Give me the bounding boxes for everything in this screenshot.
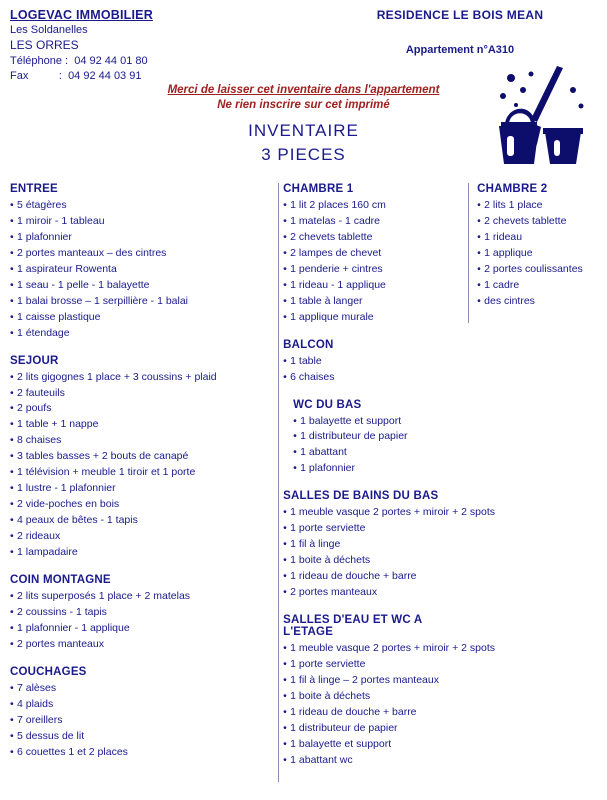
- list-item: [283, 246, 468, 262]
- title-line-2: 3 PIECES: [261, 145, 346, 164]
- list-item: [283, 673, 468, 689]
- list-item: [477, 214, 597, 230]
- bullet-icon: •: [10, 621, 14, 634]
- bullet-icon: •: [283, 586, 287, 599]
- list-item: [283, 657, 468, 673]
- bullet-icon: •: [10, 729, 14, 742]
- list-item: [283, 753, 468, 769]
- section-title: CHAMBRE 1: [283, 183, 354, 195]
- list-item-label: 1 penderie + cintres: [290, 262, 383, 275]
- list-item-label: 1 plafonnier - 1 applique: [17, 621, 130, 634]
- column-left: [10, 183, 278, 774]
- column-right: [468, 183, 597, 323]
- list-item-label: 1 aspirateur Rowenta: [17, 262, 117, 275]
- list-item-label: 1 miroir - 1 tableau: [17, 214, 105, 227]
- bullet-icon: •: [293, 430, 297, 443]
- list-item: [283, 585, 468, 601]
- list-item: [10, 294, 272, 310]
- bullet-icon: •: [10, 482, 14, 495]
- list-item-label: 2 poufs: [17, 402, 52, 415]
- bullet-icon: •: [283, 262, 287, 275]
- list-item: [283, 505, 495, 521]
- bullet-icon: •: [477, 230, 481, 243]
- list-item-label: 1 applique murale: [290, 310, 374, 323]
- bullet-icon: •: [10, 310, 14, 323]
- cleaning-bucket-broom-icon: [485, 60, 595, 170]
- list-item: [10, 278, 272, 294]
- agency-fax: Fax : 04 92 44 03 91: [10, 70, 142, 82]
- list-item-label: 1 boite à déchets: [290, 554, 371, 567]
- list-item-label: des cintres: [484, 294, 535, 307]
- list-item: [10, 262, 272, 278]
- list-item-label: 4 plaids: [17, 697, 54, 710]
- bullet-icon: •: [283, 310, 287, 323]
- list-item: [10, 621, 272, 637]
- list-item-label: 1 rideau: [484, 230, 523, 243]
- list-item: [293, 445, 468, 461]
- list-item: [10, 246, 272, 262]
- section-title: COUCHAGES: [10, 665, 87, 678]
- list-item: [283, 278, 468, 294]
- agency-block: [10, 8, 310, 82]
- list-item-label: 1 rideau - 1 applique: [290, 278, 386, 291]
- list-item-label: 1 abattant wc: [290, 753, 353, 766]
- list-item-label: 1 porte serviette: [290, 522, 366, 535]
- bullet-icon: •: [10, 326, 14, 339]
- list-item-label: 1 balayette et support: [300, 414, 402, 427]
- list-item: [283, 705, 468, 721]
- section-title: COIN MONTAGNE: [10, 574, 111, 587]
- bullet-icon: •: [283, 689, 287, 702]
- list-item-label: 1 rideau de douche + barre: [290, 570, 417, 583]
- bullet-icon: •: [10, 262, 14, 275]
- inventory-section: [10, 666, 272, 761]
- inventory-section: [10, 183, 272, 342]
- list-item-label: 1 lustre - 1 plafonnier: [17, 482, 116, 495]
- list-item-label: 2 portes coulissantes: [484, 262, 583, 275]
- bullet-icon: •: [283, 199, 287, 211]
- section-title: SALLES DE BAINS DU BAS: [283, 490, 439, 503]
- list-item: [10, 637, 272, 653]
- list-item: [283, 214, 468, 230]
- list-item: [477, 278, 597, 294]
- list-item: [10, 401, 272, 417]
- inventory-section: [283, 339, 468, 386]
- list-item-label: 1 plafonnier: [300, 462, 356, 475]
- list-item-label: 2 coussins - 1 tapis: [17, 605, 107, 618]
- list-item-label: 1 plafonnier: [17, 230, 72, 243]
- bullet-icon: •: [283, 753, 287, 766]
- bullet-icon: •: [10, 230, 14, 243]
- agency-address-line-1: Les Soldanelles: [10, 24, 88, 36]
- list-item: [283, 537, 468, 553]
- list-item: [10, 198, 272, 214]
- list-item-label: 1 table: [290, 354, 322, 367]
- bullet-icon: •: [10, 386, 14, 399]
- inventory-section: [283, 399, 468, 478]
- agency-name: LOGEVAC IMMOBILIER: [10, 8, 153, 22]
- list-item: [10, 230, 272, 246]
- list-item: [283, 641, 495, 657]
- bullet-icon: •: [293, 446, 297, 459]
- section-title: SEJOUR: [10, 354, 59, 367]
- section-title: WC DU BAS: [293, 398, 362, 411]
- list-item-label: 1 lampadaire: [17, 546, 78, 559]
- list-item-label: 1 cadre: [484, 278, 520, 291]
- bullet-icon: •: [10, 546, 14, 559]
- section-title: ENTREE: [10, 183, 58, 195]
- list-item-label: 1 lit 2 places 160 cm: [290, 199, 386, 211]
- list-item-label: 5 étagères: [17, 199, 67, 211]
- apartment-number: Appartement n°A310: [405, 44, 515, 56]
- bullet-icon: •: [283, 522, 287, 535]
- list-item: [283, 310, 468, 326]
- list-item-label: 2 fauteuils: [17, 386, 65, 399]
- agency-address-line-2: LES ORRES: [10, 38, 79, 52]
- title-line-1: INVENTAIRE: [248, 121, 359, 140]
- bullet-icon: •: [283, 538, 287, 551]
- bullet-icon: •: [283, 294, 287, 307]
- bullet-icon: •: [283, 230, 287, 243]
- residence-name: RESIDENCE LE BOIS MEAN: [376, 8, 544, 22]
- bullet-icon: •: [283, 278, 287, 291]
- bullet-icon: •: [10, 418, 14, 431]
- bullet-icon: •: [10, 498, 14, 511]
- list-item: [10, 386, 272, 402]
- bullet-icon: •: [10, 605, 14, 618]
- bullet-icon: •: [10, 637, 14, 650]
- bullet-icon: •: [10, 514, 14, 527]
- section-title: CHAMBRE 2: [477, 183, 548, 195]
- bullet-icon: •: [283, 246, 287, 259]
- list-item: [10, 326, 272, 342]
- list-item: [10, 713, 272, 729]
- list-item-label: 1 rideau de douche + barre: [290, 705, 417, 718]
- list-item: [10, 465, 272, 481]
- bullet-icon: •: [10, 402, 14, 415]
- column-middle: [278, 183, 495, 782]
- list-item-label: 2 portes manteaux: [290, 586, 378, 599]
- list-item-label: 2 chevets tablette: [484, 214, 567, 227]
- list-item: [293, 429, 468, 445]
- section-title: BALCON: [283, 338, 334, 351]
- bullet-icon: •: [10, 246, 14, 259]
- list-item-label: 1 meuble vasque 2 portes + miroir + 2 spots: [290, 642, 495, 655]
- bullet-icon: •: [10, 681, 14, 694]
- inventory-section: [477, 183, 597, 310]
- bullet-icon: •: [283, 705, 287, 718]
- list-item-label: 2 rideaux: [17, 530, 61, 543]
- list-item-label: 1 abattant: [300, 446, 347, 459]
- bullet-icon: •: [477, 262, 481, 275]
- bullet-icon: •: [283, 554, 287, 567]
- notice-line-1: Merci de laisser cet inventaire dans l'appartement: [167, 84, 440, 96]
- list-item: [10, 481, 272, 497]
- list-item: [283, 294, 468, 310]
- bullet-icon: •: [293, 414, 297, 427]
- list-item: [10, 605, 272, 621]
- list-item-label: 2 lits gigognes 1 place + 3 coussins + plaid: [17, 370, 217, 383]
- section-title: SALLES D'EAU ET WC A L'ETAGE: [283, 614, 422, 639]
- inventory-section: [283, 614, 495, 769]
- list-item-label: 1 fil à linge – 2 portes manteaux: [290, 673, 439, 686]
- bullet-icon: •: [10, 199, 14, 211]
- list-item-label: 7 oreillers: [17, 713, 63, 726]
- list-item-label: 2 lits 1 place: [484, 199, 543, 211]
- list-item: [10, 589, 272, 605]
- list-item: [477, 246, 597, 262]
- list-item-label: 1 balayette et support: [290, 737, 392, 750]
- bullet-icon: •: [10, 370, 14, 383]
- list-item: [10, 497, 272, 513]
- list-item: [293, 414, 468, 430]
- list-item: [283, 689, 468, 705]
- inventory-section: [283, 183, 468, 326]
- bullet-icon: •: [283, 737, 287, 750]
- bullet-icon: •: [477, 278, 481, 291]
- list-item: [283, 230, 468, 246]
- bullet-icon: •: [10, 214, 14, 227]
- list-item: [283, 262, 468, 278]
- list-item-label: 1 porte serviette: [290, 658, 366, 671]
- list-item-label: 4 peaux de bêtes - 1 tapis: [17, 514, 138, 527]
- bullet-icon: •: [283, 214, 287, 227]
- bullet-icon: •: [10, 590, 14, 603]
- list-item: [10, 449, 272, 465]
- list-item-label: 1 table + 1 nappe: [17, 418, 99, 431]
- list-item-label: 5 dessus de lit: [17, 729, 85, 742]
- bullet-icon: •: [10, 434, 14, 447]
- bullet-icon: •: [283, 642, 287, 655]
- bullet-icon: •: [283, 721, 287, 734]
- bullet-icon: •: [10, 278, 14, 291]
- list-item: [10, 745, 272, 761]
- list-item: [10, 697, 272, 713]
- list-item-label: 1 boite à déchets: [290, 689, 371, 702]
- list-item: [477, 294, 597, 310]
- bullet-icon: •: [10, 530, 14, 543]
- list-item-label: 2 portes manteaux – des cintres: [17, 246, 167, 259]
- list-item: [283, 521, 468, 537]
- list-item-label: 1 seau - 1 pelle - 1 balayette: [17, 278, 150, 291]
- list-item: [283, 721, 468, 737]
- bullet-icon: •: [283, 354, 287, 367]
- list-item: [10, 513, 272, 529]
- list-item: [477, 262, 597, 278]
- list-item-label: 1 distributeur de papier: [290, 721, 398, 734]
- list-item: [283, 737, 468, 753]
- residence-block: [310, 8, 607, 56]
- list-item-label: 2 vide-poches en bois: [17, 498, 120, 511]
- bullet-icon: •: [10, 294, 14, 307]
- bullet-icon: •: [477, 214, 481, 227]
- list-item-label: 7 alèses: [17, 681, 57, 694]
- list-item: [477, 198, 597, 214]
- bullet-icon: •: [10, 466, 14, 479]
- list-item: [10, 417, 272, 433]
- inventory-section: [10, 355, 272, 561]
- list-item-label: 8 chaises: [17, 434, 62, 447]
- inventory-columns: [10, 183, 597, 782]
- bullet-icon: •: [10, 697, 14, 710]
- list-item: [10, 729, 272, 745]
- list-item: [477, 230, 597, 246]
- list-item-label: 1 balai brosse – 1 serpillière - 1 balai: [17, 294, 189, 307]
- notice-line-2: Ne rien inscrire sur cet imprimé: [217, 99, 390, 111]
- bullet-icon: •: [283, 673, 287, 686]
- bullet-icon: •: [10, 450, 14, 463]
- list-item: [10, 545, 272, 561]
- list-item-label: 6 chaises: [290, 370, 335, 383]
- list-item-label: 1 télévision + meuble 1 tiroir et 1 porte: [17, 466, 196, 479]
- bullet-icon: •: [477, 246, 481, 259]
- list-item-label: 1 meuble vasque 2 portes + miroir + 2 spots: [290, 506, 495, 519]
- list-item: [10, 370, 272, 386]
- inventory-section: [283, 490, 495, 601]
- agency-phone: Téléphone : 04 92 44 01 80: [10, 55, 148, 67]
- list-item-label: 6 couettes 1 et 2 places: [17, 745, 128, 758]
- list-item: [293, 461, 468, 477]
- inventory-section: [10, 574, 272, 653]
- list-item-label: 2 lampes de chevet: [290, 246, 382, 259]
- list-item-label: 2 chevets tablette: [290, 230, 373, 243]
- bullet-icon: •: [283, 506, 287, 519]
- list-item-label: 1 étendage: [17, 326, 70, 339]
- list-item-label: 2 lits superposés 1 place + 2 matelas: [17, 590, 191, 603]
- bullet-icon: •: [477, 294, 481, 307]
- bullet-icon: •: [283, 658, 287, 671]
- bullet-icon: •: [283, 570, 287, 583]
- list-item-label: 1 table à langer: [290, 294, 363, 307]
- list-item: [10, 214, 272, 230]
- list-item: [10, 681, 272, 697]
- list-item-label: 1 fil à linge: [290, 538, 341, 551]
- list-item: [10, 433, 272, 449]
- bullet-icon: •: [293, 462, 297, 475]
- list-item-label: 2 portes manteaux: [17, 637, 104, 650]
- list-item: [283, 354, 468, 370]
- bullet-icon: •: [477, 199, 481, 211]
- list-item: [10, 310, 272, 326]
- list-item: [283, 198, 468, 214]
- bullet-icon: •: [283, 370, 287, 383]
- list-item: [283, 553, 468, 569]
- list-item-label: 1 distributeur de papier: [300, 430, 408, 443]
- list-item: [283, 370, 468, 386]
- bullet-icon: •: [10, 713, 14, 726]
- list-item: [283, 569, 468, 585]
- list-item-label: 1 matelas - 1 cadre: [290, 214, 381, 227]
- list-item-label: 3 tables basses + 2 bouts de canapé: [17, 450, 189, 463]
- list-item: [10, 529, 272, 545]
- list-item-label: 1 caisse plastique: [17, 310, 101, 323]
- bullet-icon: •: [10, 745, 14, 758]
- list-item-label: 1 applique: [484, 246, 533, 259]
